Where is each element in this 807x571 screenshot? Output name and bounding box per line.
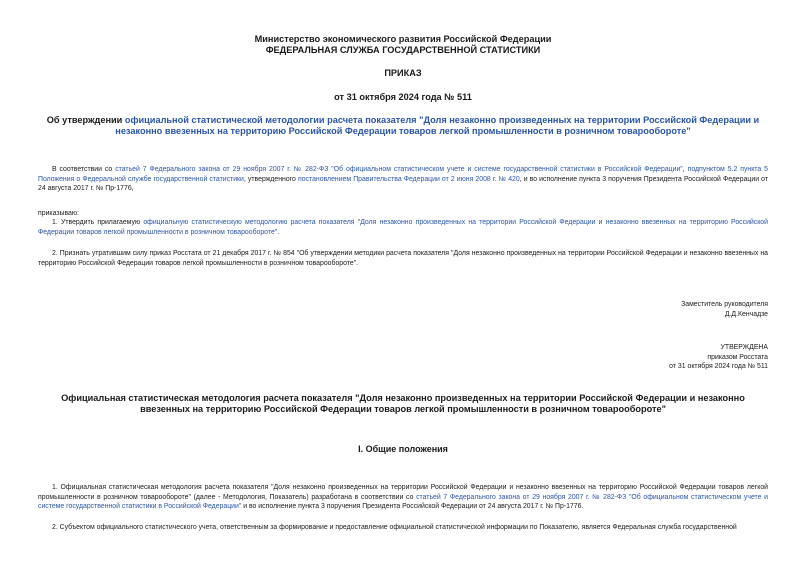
order-item-2 bbox=[38, 249, 768, 268]
item1-text-1: 1. Утвердить прилагаемую bbox=[52, 219, 144, 226]
item2-text: 2. Признать утратившим силу приказ Росстата от 21 декабря 2017 г. № 854 "Об утверждении методики расчета показателя "Доля незаконно произведенных на территории Российской Федерации и незаконно ввезенных на территорию Российской Федерации товаров легкой промышленности в розничном товарообороте". bbox=[38, 250, 768, 267]
approved-methodology-link[interactable]: официальную статистическую методологию расчета показателя "Доля незаконно произведенных на территории Российской Федерации и незаконно ввезенных на территорию Российской Федерации товаров легкой промышленности в розничном товарообороте" bbox=[38, 219, 768, 236]
preamble-text-4: , и во исполнение пункта 3 поручения Президента Российской Федерации от 24 августа 2017 г. № Пр-1776, bbox=[38, 175, 768, 193]
section-heading: I. Общие положения bbox=[358, 444, 448, 454]
approval-line-2: приказом Росстата bbox=[707, 353, 768, 361]
section1-paragraph-2 bbox=[38, 523, 768, 533]
s1p1-text-2: и во исполнение пункта 3 поручения Президента Российской Федерации от 24 августа 2017 г. № Пр-1776. bbox=[241, 503, 584, 511]
item1-text-2: . bbox=[277, 228, 280, 236]
section1-paragraph-1 bbox=[38, 483, 768, 512]
approval-line-3: от 31 октября 2024 года № 511 bbox=[669, 363, 768, 371]
order-word: приказываю: bbox=[38, 210, 79, 217]
subject-prefix: Об утверждении bbox=[46, 115, 125, 125]
law-article-7-link[interactable]: статьей 7 Федерального закона от 29 ноября 2007 г. № 282-ФЗ "Об официальном статистическом учете и системе государственной статистики в Российской Федерации" bbox=[115, 166, 683, 173]
signature-block bbox=[38, 300, 768, 319]
s1p1-text-1: 1. Официальная статистическая методология расчета показателя "Доля незаконно произведенных на территории Российской Федерации и незаконно ввезенных на территорию Российской Федерации товаров легкой промышленности в розничном товарообороте" (далее - Методология, Показатель) разработана в соответствии со bbox=[38, 484, 768, 501]
order-item-1 bbox=[38, 218, 768, 237]
preamble-paragraph bbox=[38, 165, 768, 194]
preamble-text-1: В соответствии со bbox=[52, 166, 116, 173]
document-header bbox=[38, 34, 768, 56]
service-name: ФЕДЕРАЛЬНАЯ СЛУЖБА ГОСУДАРСТВЕННОЙ СТАТИСТИКИ bbox=[265, 45, 541, 55]
document-type: ПРИКАЗ bbox=[384, 68, 422, 78]
preamble-text-2: , bbox=[682, 166, 688, 173]
subject-methodology-link[interactable]: официальной статистической методологии расчета показателя "Доля незаконно произведенных на территории Российской Федерации и незаконно ввезенных на территорию Российской Федерации товаров легкой промышленности в розничном товарообороте" bbox=[115, 115, 760, 136]
annex-title: Официальная статистическая методология расчета показателя "Доля незаконно произведенных на территории Российской Федерации и незаконно ввезенных на территорию Российской Федерации товаров легкой промышленности в розничном товарообороте" bbox=[61, 393, 745, 415]
government-resolution-link[interactable]: постановлением Правительства Федерации от 2 июня 2008 г. № 420 bbox=[297, 175, 520, 183]
preamble-text-3: , утвержденного bbox=[243, 175, 298, 183]
document-subject bbox=[38, 115, 768, 137]
approval-block bbox=[38, 343, 768, 372]
document-date-number: от 31 октября 2024 года № 511 bbox=[334, 92, 472, 102]
ministry-name: Министерство экономического развития Российской Федерации bbox=[254, 34, 552, 44]
s1p2-text: 2. Субъектом официального статистического учета, ответственным за формирование и предоставление официальной статистической информации по Показателю, является Федеральная служба государственной bbox=[52, 524, 737, 531]
law-article-7-link-2[interactable]: статьей 7 Федерального закона от 29 ноября 2007 г. № 282-ФЗ "Об официальном статистическом учете и системе государственной статистики в Российской Федерации" bbox=[38, 493, 768, 511]
signer-position: Заместитель руководителя bbox=[681, 301, 768, 308]
signer-name: Д.Д.Кенчадзе bbox=[724, 310, 768, 318]
approval-line-1: УТВЕРЖДЕНА bbox=[720, 344, 768, 351]
regulation-subitem-link[interactable]: подпунктом 5.2 пункта 5 Положения о Федеральной службе государственной статистики bbox=[38, 166, 768, 183]
